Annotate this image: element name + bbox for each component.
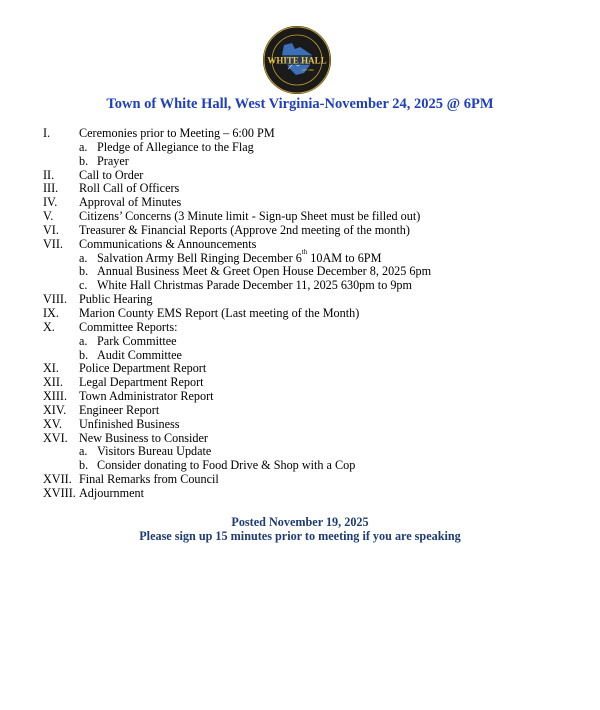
agenda-subitem: [43, 155, 431, 169]
agenda-item-text: Treasurer & Financial Reports (Approve 2nd meeting of the month): [79, 222, 410, 237]
agenda-subitem: [43, 445, 431, 459]
agenda-item: [43, 432, 431, 446]
agenda-item-number: IV.: [43, 195, 58, 210]
agenda-item: [43, 473, 431, 487]
subitem-text: Annual Business Meet & Greet Open House December 8, 2025 6pm: [97, 264, 432, 279]
agenda-item-text: Approval of Minutes: [79, 195, 182, 210]
agenda-subitem: [43, 247, 431, 266]
subitem-letter: b.: [79, 347, 89, 362]
agenda-subitem: [43, 349, 431, 363]
ordinal-suffix: th: [301, 247, 308, 256]
agenda-item-text: Marion County EMS Report (Last meeting of the Month): [79, 305, 360, 320]
agenda-subitem: [43, 265, 431, 279]
subitem-text-after: 10AM to 6PM: [307, 250, 382, 265]
subitem-letter: a.: [79, 444, 88, 459]
agenda-item-text: Unfinished Business: [79, 416, 180, 431]
posted-date: Posted November 19, 2025: [231, 515, 369, 529]
subitem-text: Pledge of Allegiance to the Flag: [97, 139, 254, 154]
agenda-item-number: II.: [43, 167, 55, 182]
agenda-item: [43, 182, 431, 196]
agenda-item: [43, 224, 431, 238]
agenda-item: [43, 362, 431, 376]
agenda-subitem: [43, 335, 431, 349]
agenda-item-number: VII.: [43, 236, 63, 251]
agenda-item: [43, 210, 431, 224]
agenda-item-text: Police Department Report: [79, 361, 207, 376]
agenda-item-number: XI.: [43, 361, 59, 376]
agenda-subitem: [43, 459, 431, 473]
agenda-item-text: Engineer Report: [79, 402, 160, 417]
subitem-text: Audit Committee: [97, 347, 182, 362]
agenda-item-number: V.: [43, 209, 54, 224]
subitem-letter: a.: [79, 139, 88, 154]
logo-est: EST. 1960: [302, 69, 314, 72]
agenda-item: [43, 321, 431, 335]
agenda-item: [43, 376, 431, 390]
agenda-item: [43, 169, 431, 183]
subitem-text: Consider donating to Food Drive & Shop with a Cop: [97, 458, 356, 473]
agenda-item-number: VIII.: [43, 292, 68, 307]
subitem-text: Salvation Army Bell Ringing December 6: [97, 250, 302, 265]
agenda-item-number: XVI.: [43, 430, 68, 445]
agenda-item: [43, 238, 431, 252]
agenda-item-text: Final Remarks from Council: [79, 472, 219, 487]
subitem-text: Park Committee: [97, 333, 177, 348]
signup-note: Please sign up 15 minutes prior to meeting if you are speaking: [139, 529, 461, 543]
agenda-item: [43, 390, 431, 404]
subitem-letter: c.: [79, 278, 88, 293]
agenda-item: [43, 293, 431, 307]
agenda-list: [43, 127, 431, 501]
agenda-item: [43, 404, 431, 418]
agenda-item-text: Call to Order: [79, 167, 144, 182]
agenda-subitem: [43, 279, 431, 293]
agenda-item: [43, 418, 431, 432]
agenda-item: [43, 307, 431, 321]
subitem-letter: b.: [79, 458, 89, 473]
agenda-item-number: XII.: [43, 375, 63, 390]
agenda-item-text: Roll Call of Officers: [79, 181, 180, 196]
subitem-letter: a.: [79, 333, 88, 348]
agenda-item-number: I.: [43, 126, 51, 140]
agenda-item-text: Committee Reports:: [79, 319, 178, 334]
agenda-item-number: VI.: [43, 222, 59, 237]
footer: [0, 515, 600, 543]
agenda-item-number: X.: [43, 319, 55, 334]
agenda-item: [43, 127, 431, 141]
agenda-item-text: Legal Department Report: [79, 375, 204, 390]
agenda-item-number: III.: [43, 181, 59, 196]
agenda-item-text: Citizens’ Concerns (3 Minute limit - Sign-up Sheet must be filled out): [79, 209, 421, 224]
agenda-item-number: XVII.: [43, 472, 72, 487]
agenda-item-number: XIII.: [43, 389, 68, 404]
agenda-subitem: [43, 141, 431, 155]
agenda-item-text: Public Hearing: [79, 292, 153, 307]
agenda-item-number: XIV.: [43, 402, 67, 417]
subitem-text: Prayer: [97, 153, 129, 168]
agenda-item: [43, 196, 431, 210]
agenda-item-text: Communications & Announcements: [79, 236, 257, 251]
agenda-item-text: Town Administrator Report: [79, 389, 214, 404]
subitem-text: Visitors Bureau Update: [97, 444, 212, 459]
agenda-item-text: New Business to Consider: [79, 430, 208, 445]
agenda-item-number: IX.: [43, 305, 59, 320]
agenda-item: [43, 487, 431, 501]
subitem-letter: b.: [79, 153, 89, 168]
agenda-item-number: XVIII.: [43, 485, 76, 500]
subitem-text: White Hall Christmas Parade December 11, 2025 630pm to 9pm: [97, 278, 412, 293]
subitem-letter: b.: [79, 264, 89, 279]
agenda-item-number: XV.: [43, 416, 63, 431]
agenda-item-text: Ceremonies prior to Meeting – 6:00 PM: [79, 126, 275, 140]
logo-text: WHITE HALL: [267, 55, 327, 66]
white-hall-logo: [262, 25, 332, 95]
page-title: Town of White Hall, West Virginia-November 24, 2025 @ 6PM: [106, 96, 494, 112]
agenda-item-text: Adjournment: [79, 485, 144, 500]
subitem-letter: a.: [79, 250, 88, 265]
